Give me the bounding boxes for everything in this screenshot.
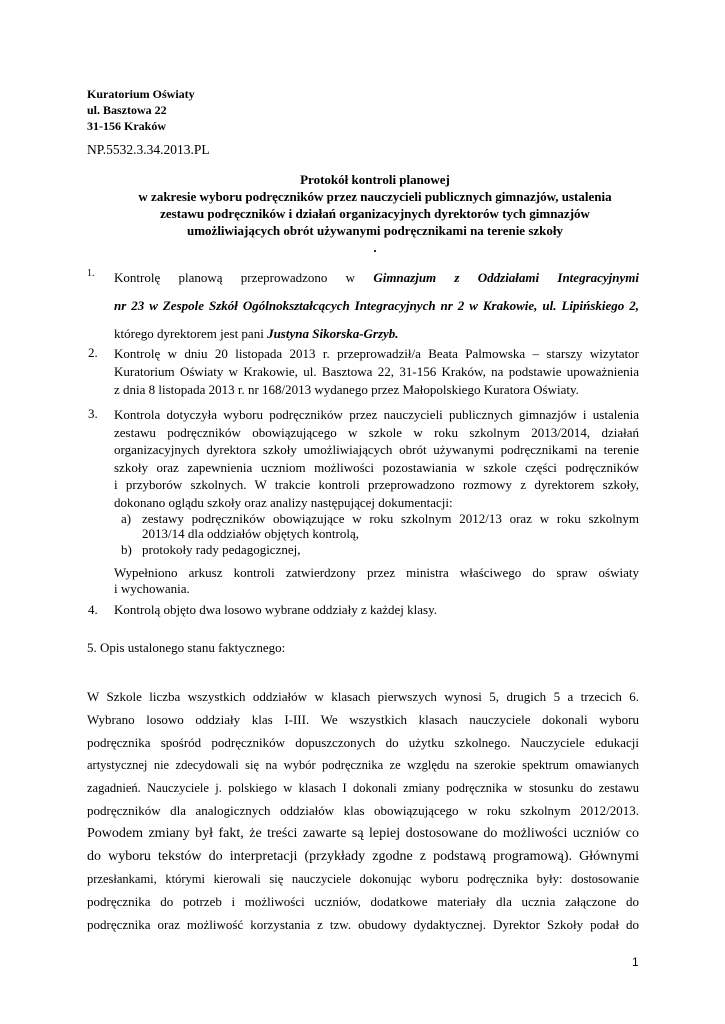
section-3-note-line: i wychowania. <box>114 581 190 596</box>
section-2-number: 2. <box>88 345 98 360</box>
section-1-number: 1. <box>87 268 95 279</box>
findings-line: zagadnień. Nauczyciele j. polskiego w klasach I dokonali zmiany podręcznika w stosunku do zestawu <box>87 781 639 796</box>
section-3-line: szkoły oraz zapewnienia uczniom możliwości pozostawiania w szkole części podręczników <box>114 459 639 475</box>
section-5-heading: 5. Opis ustalonego stanu faktycznego: <box>87 640 286 655</box>
section-3 <box>114 406 639 512</box>
list-item-line: zestawy podręczników obowiązujące w roku szkolnym 2012/13 oraz w roku szkolnym <box>142 511 639 526</box>
section-3-number: 3. <box>88 406 98 421</box>
findings-line: do wyboru tekstów do interpretacji (przykłady zgodne z podstawą programową). Głównymi <box>87 848 639 864</box>
findings-line: podręczników dla analogicznych oddziałów klas obowiązującego w roku szkolnym 2012/2013. <box>87 802 639 818</box>
section-1-line <box>114 320 639 348</box>
list-item-line: 2013/14 dla oddziałów objętych kontrolą, <box>142 526 359 541</box>
section-1-line <box>114 292 639 320</box>
section-2-line: Kuratorium Oświaty w Krakowie, ul. Basztowa 22, 31-156 Kraków, na podstawie upoważnienia <box>114 364 639 379</box>
title-line: Protokół kontroli planowej <box>300 172 450 187</box>
page-number: 1 <box>632 955 639 969</box>
address-org: Kuratorium Oświaty <box>87 87 195 101</box>
director-name: Justyna Sikorska-Grzyb. <box>267 326 399 341</box>
list-item-b: protokoły rady pedagogicznej, <box>142 542 301 557</box>
findings-paragraph <box>87 686 639 937</box>
address-city: 31-156 Kraków <box>87 119 166 133</box>
section-3-line: i przyborów szkolnych. W trakcie kontroli przeprowadzono rozmowy z dyrektorem szkoły, <box>114 477 639 493</box>
section-2 <box>114 345 639 399</box>
document-title <box>95 171 655 256</box>
title-line: umożliwiających obrót używanymi podręcznikami na terenie szkoły <box>186 223 563 238</box>
section-3-line: zestawu podręczników obowiązującego w szkole w roku szkolnym 2013/2014, działań <box>114 424 639 440</box>
findings-line: Powodem zmiany był fakt, że treści zawarte są lepiej dostosowane do możliwości uczniów co <box>87 825 639 841</box>
section-3-note <box>114 565 639 597</box>
section-1-text: którego dyrektorem jest pani <box>114 326 268 341</box>
section-1-text: Kontrolę planową przeprowadzono w <box>114 270 374 285</box>
section-3-line: organizacyjnych dyrektora szkoły umożliwiających obrót używanymi podręcznikami na terenie <box>114 442 639 458</box>
school-name: Gimnazjum z Oddziałami Integracyjnymi <box>373 270 640 285</box>
findings-line: przesłankami, którymi kierowali się nauczyciele dokonując wyboru podręcznika były: dostosowanie <box>87 872 639 887</box>
address-street: ul. Basztowa 22 <box>87 103 167 117</box>
findings-line: W Szkole liczba wszystkich oddziałów w klasach pierwszych wynosi 5, drugich 5 a trzecich 6. <box>87 689 639 704</box>
section-3-note-line: Wypełniono arkusz kontroli zatwierdzony przez ministra właściwego do spraw oświaty <box>114 565 639 580</box>
section-4-number: 4. <box>88 602 98 617</box>
title-line: zestawu podręczników i działań organizacyjnych dyrektorów tych gimnazjów <box>160 206 590 221</box>
findings-line: Wybrano losowo oddziały klas I-III. We wszystkich klasach nauczyciele dokonali wyboru <box>87 711 639 727</box>
reference-number: NP.5532.3.34.2013.PL <box>87 142 210 157</box>
list-marker-a: a) <box>121 511 132 526</box>
list-item-a <box>142 511 639 541</box>
section-2-line: Kontrolę w dniu 20 listopada 2013 r. przeprowadził/a Beata Palmowska – starszy wizytator <box>114 346 639 361</box>
section-1 <box>114 264 639 348</box>
findings-line: podręcznika do potrzeb i możliwości uczniów, dodatkowe materiały dla ucznia załączone do <box>87 894 639 910</box>
sender-address <box>87 86 195 134</box>
section-1-line <box>114 264 639 292</box>
title-line: . <box>373 240 377 255</box>
title-line: w zakresie wyboru podręczników przez nauczycieli publicznych gimnazjów, ustalenia <box>138 189 612 204</box>
school-address: nr 23 w Zespole Szkół Ogólnokształcących Integracyjnych nr 2 w Krakowie, ul. Lipińskiego 2, <box>114 298 639 313</box>
section-3-line: dokonano oglądu szkoły oraz analizy następującej dokumentacji: <box>114 494 453 510</box>
section-3-line: Kontrola dotyczyła wyboru podręczników przez nauczycieli publicznych gimnazjów i ustalenia <box>114 407 639 422</box>
findings-line: podręcznika oraz możliwość korzystania z tzw. obudowy dydaktycznej. Dyrektor Szkoły podał do <box>87 916 639 932</box>
findings-line: artystycznej nie zdecydowali się na wybór podręcznika ze względu na szerokie spektrum omawianych <box>87 758 639 773</box>
list-marker-b: b) <box>121 542 132 557</box>
section-2-line: z dnia 8 listopada 2013 r. nr 168/2013 wydanego przez Małopolskiego Kuratora Oświaty. <box>114 382 579 397</box>
section-4: Kontrolą objęto dwa losowo wybrane oddziały z każdej klasy. <box>114 602 437 617</box>
findings-line: podręcznika spośród podręczników dopuszczonych do użytku szkolnego. Nauczyciele edukacji <box>87 734 639 750</box>
